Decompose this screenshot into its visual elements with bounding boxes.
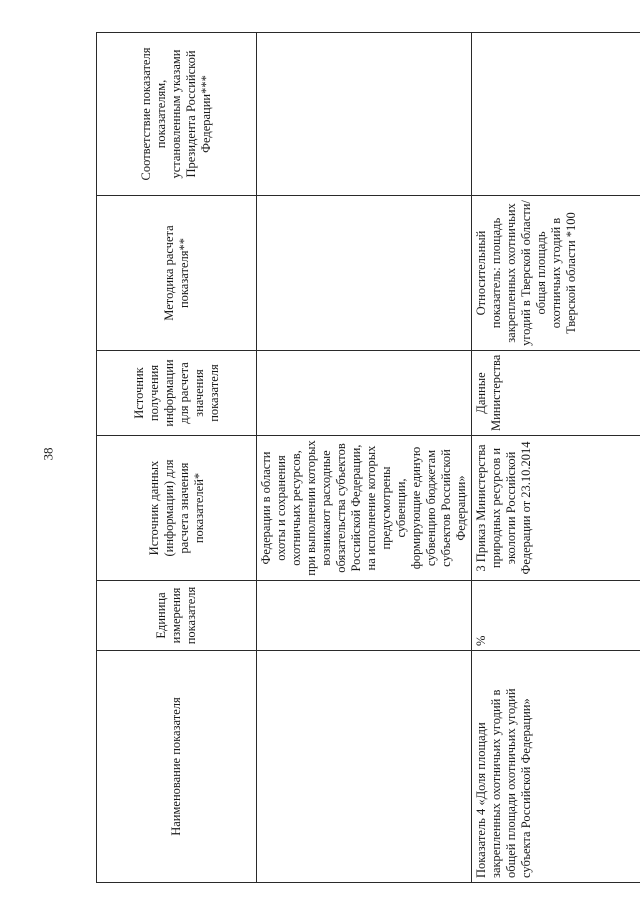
cell-unit [257, 581, 472, 651]
header-calc-method: Методика расчета показателя** [97, 196, 257, 351]
header-row [97, 33, 257, 883]
cell-info-source: Данные Министерства [472, 351, 640, 436]
cell-calc-method [257, 196, 472, 351]
table-sheet [96, 33, 640, 883]
cell-indicator-name [257, 651, 472, 883]
header-data-source: Источник данных (информации) для расчета значения показателей* [97, 436, 257, 581]
cell-indicator-name: Показатель 4 «Доля площади закрепленных охотничьих угодий в общей площади охотничьих угодий субъекта Российской Федерации» [472, 651, 640, 883]
rotated-page [96, 33, 640, 883]
table-row [472, 33, 640, 883]
table-row [257, 33, 472, 883]
indicators-table [96, 32, 640, 883]
cell-data-source: Федерации в области охоты и сохранения охотничьих ресурсов, при выполнении которых возникают расходные обязательства субъектов Российской Федерации, на исполнение которых предусмотрены субвенции, формирующие единую субвенцию бюджетам субъектов Российской Федерации» [257, 436, 472, 581]
header-indicator-name: Наименование показателя [97, 651, 257, 883]
cell-unit: % [472, 581, 640, 651]
cell-compliance [472, 33, 640, 196]
header-unit: Единица измерения показателя [97, 581, 257, 651]
cell-compliance [257, 33, 472, 196]
header-compliance: Соответствие показателя показателям, установленным указами Президента Российской Федерации*** [97, 33, 257, 196]
cell-info-source [257, 351, 472, 436]
cell-data-source: 3 Приказ Министерства природных ресурсов и экологии Российской Федерации от 23.10.2014 [472, 436, 640, 581]
page-number: 38 [40, 447, 56, 461]
cell-calc-method: Относительный показатель: площадь закрепленных охотничьих угодий в Тверской области/общая площадь охотничьих угодий в Тверской области *100 [472, 196, 640, 351]
header-info-source: Источник получения информации для расчета значения показателя [97, 351, 257, 436]
